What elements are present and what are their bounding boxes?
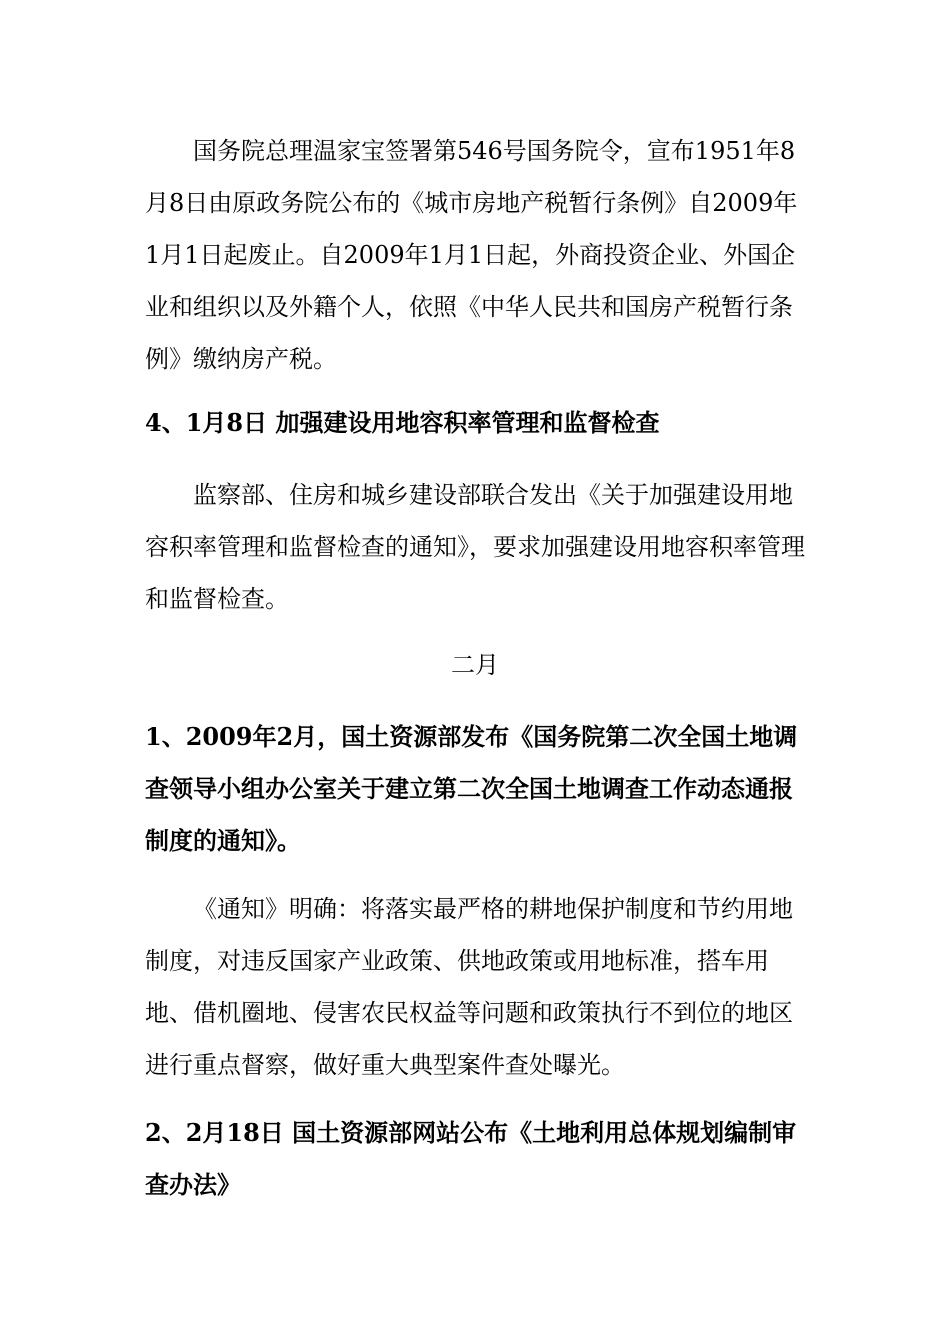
paragraph-plot-ratio: 监察部、住房和城乡建设部联合发出《关于加强建设用地容积率管理和监督检查的通知》，要求加强建设用地容积率管理和监督检查。 — [145, 481, 805, 613]
paragraph-housing-tax: 国务院总理温家宝签署第546号国务院令，宣布1951年8月8日由原政务院公布的《城市房地产税暂行条例》自2009年1月1日起废止。自2009年1月1日起，外商投资企业、外国企业和组织以及外籍个人，依照《中华人民共和国房产税暂行条例》缴纳房产税。 — [145, 137, 798, 373]
section-heading-jan-8: 4、1月8日 加强建设用地容积率管理和监督检查 — [145, 408, 660, 437]
month-heading-february: 二月 — [451, 651, 499, 679]
paragraph-notice: 《通知》明确：将落实最严格的耕地保护制度和节约用地制度，对违反国家产业政策、供地政策或用地标准，搭车用地、借机圈地、侵害农民权益等问题和政策执行不到位的地区进行重点督察，做好重大典型案件查处曝光。 — [145, 895, 793, 1079]
section-heading-feb-1: 1、2009年2月，国土资源部发布《国务院第二次全国土地调查领导小组办公室关于建立第二次全国土地调查工作动态通报制度的通知》。 — [145, 722, 798, 855]
section-heading-feb-18: 2、2月18日 国土资源部网站公布《土地利用总体规划编制审查办法》 — [145, 1118, 797, 1199]
